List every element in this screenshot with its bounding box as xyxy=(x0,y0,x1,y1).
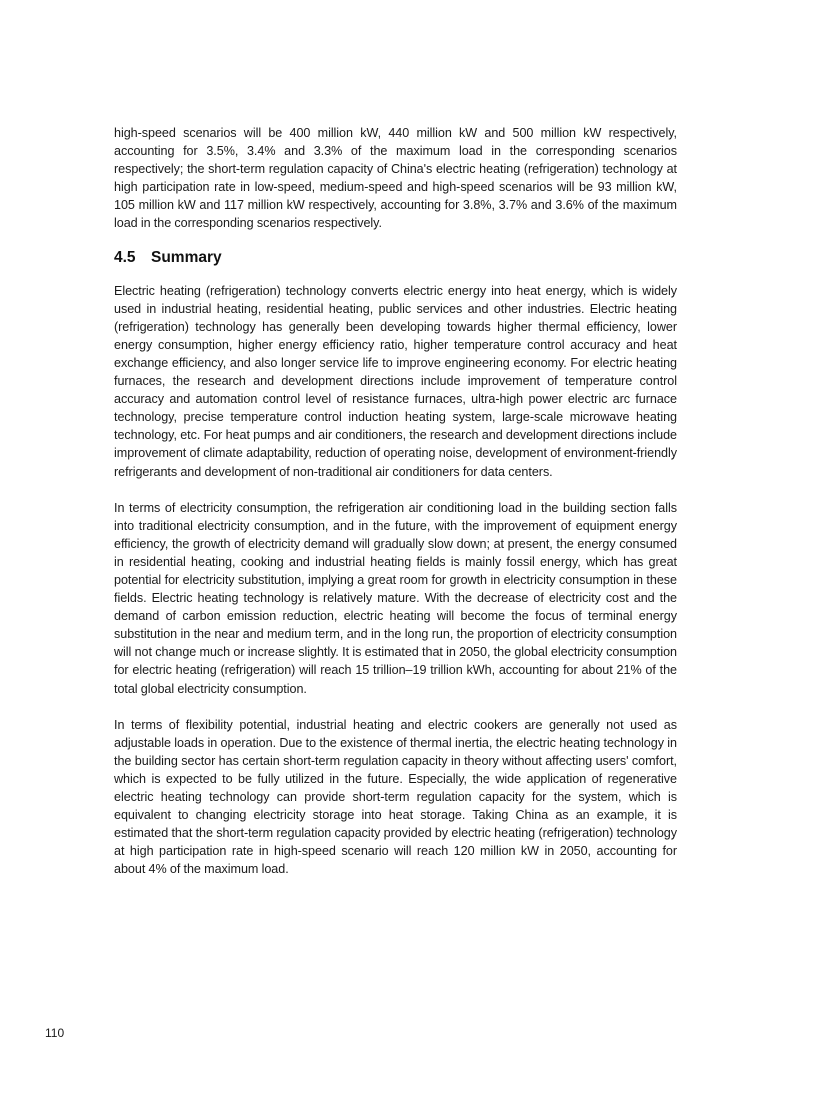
summary-paragraph-consumption: In terms of electricity consumption, the refrigeration air conditioning load in the building section falls into traditional electricity consumption, and in the future, with the improvement of equipment energy efficiency, the growth of electricity demand will gradually slow down; at present, the energy consumed in residential heating, cooking and industrial heating fields is mainly fossil energy, which has great potential for electricity substitution, implying a great room for growth in electricity consumption in these fields. Electric heating technology is relatively mature. With the decrease of electricity cost and the demand of carbon emission reduction, electric heating will become the focus of terminal energy substitution in the near and medium term, and in the long run, the proportion of electricity consumption will not change much or increase slightly. It is estimated that in 2050, the global electricity consumption for electric heating (refrigeration) will reach 15 trillion–19 trillion kWh, accounting for about 21% of the total global electricity consumption. xyxy=(114,500,677,696)
summary-paragraph-flexibility: In terms of flexibility potential, industrial heating and electric cookers are generally not used as adjustable loads in operation. Due to the existence of thermal inertia, the electric heating technology in the building sector has certain short-term regulation capacity in theory without affecting users' comfort, which is expected to be fully utilized in the future. Especially, the wide application of regenerative electric heating technology can provide short-term regulation capacity for the system, which is equivalent to changing electricity storage into heat storage. Taking China as an example, it is estimated that the short-term regulation capacity provided by electric heating (refrigeration) technology at high participation rate in high-speed scenario will reach 120 million kW in 2050, accounting for about 4% of the maximum load. xyxy=(114,717,677,877)
intro-paragraph: high-speed scenarios will be 400 million kW, 440 million kW and 500 million kW respectively, accounting for 3.5%, 3.4% and 3.3% of the maximum load in the corresponding scenarios respectively; the short-term regulation capacity of China's electric heating (refrigeration) technology at high participation rate in low-speed, medium-speed and high-speed scenarios will be 93 million kW, 105 million kW and 117 million kW respectively, accounting for 3.8%, 3.7% and 3.6% of the maximum load in the corresponding scenarios respectively. xyxy=(114,126,677,231)
section-number: 4.5 xyxy=(114,248,136,266)
section-title: Summary xyxy=(151,248,222,266)
page-number: 110 xyxy=(45,1026,65,1040)
section-heading xyxy=(114,248,677,268)
summary-paragraph-technology: Electric heating (refrigeration) technology converts electric energy into heat energy, which is widely used in industrial heating, residential heating, public services and other industries. Electric heating (refrigeration) technology has generally been developing towards higher thermal efficiency, lower energy consumption, higher energy efficiency ratio, higher temperature control accuracy and heat exchange efficiency, and also longer service life to improve engineering economy. For electric heating furnaces, the research and development directions include improvement of temperature control accuracy and automation control level of resistance furnaces, ultra-high power electric arc furnace technology, precise temperature control induction heating system, large-scale microwave heating technology, etc. For heat pumps and air conditioners, the research and development directions include improvement of climate adaptability, reduction of operating noise, development of environment-friendly refrigerants and development of non-traditional air conditioners for data centers. xyxy=(114,283,677,479)
page-content xyxy=(114,124,677,878)
